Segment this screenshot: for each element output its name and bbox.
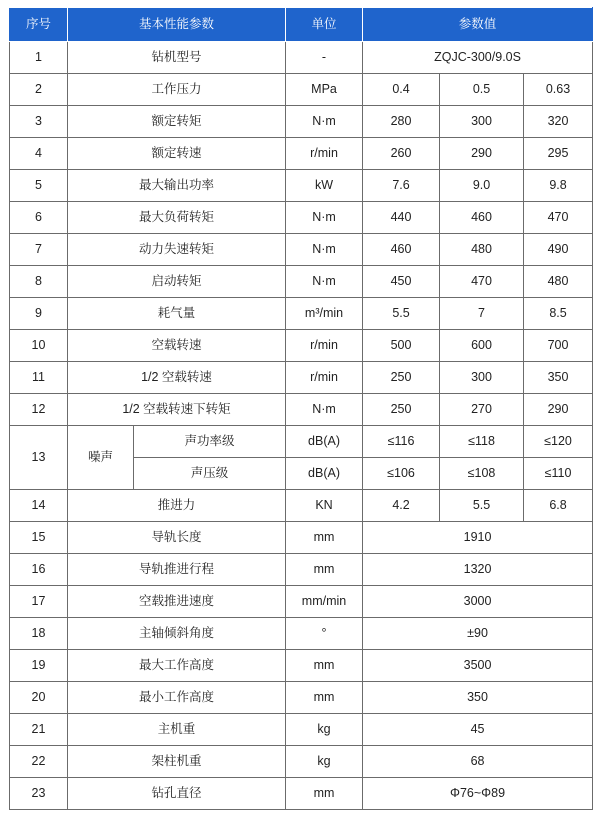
- row-number: 9: [10, 298, 68, 330]
- row-value: 0.5: [440, 74, 524, 106]
- table-row: [10, 298, 593, 330]
- row-param-name: 声压级: [134, 458, 286, 490]
- row-value: ±90: [363, 618, 593, 650]
- row-unit: mm: [286, 682, 363, 714]
- row-number: 22: [10, 746, 68, 778]
- row-value: 1320: [363, 554, 593, 586]
- row-value: ≤110: [524, 458, 593, 490]
- row-unit: r/min: [286, 138, 363, 170]
- row-value: 8.5: [524, 298, 593, 330]
- row-param-name: 导轨长度: [68, 522, 286, 554]
- table-row: [10, 682, 593, 714]
- row-value: 7.6: [363, 170, 440, 202]
- row-value: 0.63: [524, 74, 593, 106]
- row-value: 45: [363, 714, 593, 746]
- row-unit: KN: [286, 490, 363, 522]
- row-number: 4: [10, 138, 68, 170]
- row-value: 7: [440, 298, 524, 330]
- row-param-name: 主轴倾斜角度: [68, 618, 286, 650]
- row-value: 300: [440, 106, 524, 138]
- row-number: 12: [10, 394, 68, 426]
- row-value: 350: [363, 682, 593, 714]
- row-value: 290: [440, 138, 524, 170]
- row-value: 470: [440, 266, 524, 298]
- row-unit: m³/min: [286, 298, 363, 330]
- row-param-name: 额定转矩: [68, 106, 286, 138]
- row-value: ≤116: [363, 426, 440, 458]
- row-value: 450: [363, 266, 440, 298]
- table-row: [10, 650, 593, 682]
- row-group: 噪声: [68, 426, 134, 490]
- table-row: [10, 714, 593, 746]
- row-value: 295: [524, 138, 593, 170]
- row-value: 700: [524, 330, 593, 362]
- row-param-name: 推进力: [68, 490, 286, 522]
- row-unit: N·m: [286, 202, 363, 234]
- row-value: 68: [363, 746, 593, 778]
- row-unit: dB(A): [286, 426, 363, 458]
- row-value: 270: [440, 394, 524, 426]
- row-param-name: 钻孔直径: [68, 778, 286, 810]
- row-value: 300: [440, 362, 524, 394]
- row-param-name: 工作压力: [68, 74, 286, 106]
- table-row: [10, 202, 593, 234]
- row-value: 250: [363, 394, 440, 426]
- table-row: [10, 266, 593, 298]
- row-value: 9.0: [440, 170, 524, 202]
- row-param-name: 最大输出功率: [68, 170, 286, 202]
- row-unit: N·m: [286, 266, 363, 298]
- row-unit: mm: [286, 554, 363, 586]
- row-unit: MPa: [286, 74, 363, 106]
- header-row: [10, 8, 593, 42]
- row-param-name: 最小工作高度: [68, 682, 286, 714]
- row-number: 11: [10, 362, 68, 394]
- table-row: [10, 554, 593, 586]
- row-unit: N·m: [286, 394, 363, 426]
- table-row: [10, 778, 593, 810]
- row-param-name: 耗气量: [68, 298, 286, 330]
- row-number: 6: [10, 202, 68, 234]
- header-unit: 单位: [286, 8, 363, 42]
- row-value: 290: [524, 394, 593, 426]
- row-param-name: 主机重: [68, 714, 286, 746]
- row-number: 23: [10, 778, 68, 810]
- table-row: [10, 394, 593, 426]
- row-param-name: 启动转矩: [68, 266, 286, 298]
- table-row: [10, 170, 593, 202]
- table-row: [10, 618, 593, 650]
- row-number: 20: [10, 682, 68, 714]
- row-param-name: 导轨推进行程: [68, 554, 286, 586]
- row-param-name: 1/2 空载转速: [68, 362, 286, 394]
- row-unit: r/min: [286, 330, 363, 362]
- row-unit: dB(A): [286, 458, 363, 490]
- row-value: 320: [524, 106, 593, 138]
- row-number: 14: [10, 490, 68, 522]
- row-unit: mm: [286, 650, 363, 682]
- table-row: [10, 586, 593, 618]
- row-value: 6.8: [524, 490, 593, 522]
- row-value: 5.5: [363, 298, 440, 330]
- row-value: 250: [363, 362, 440, 394]
- table-row: [10, 746, 593, 778]
- row-number: 8: [10, 266, 68, 298]
- row-value: ≤108: [440, 458, 524, 490]
- row-number: 17: [10, 586, 68, 618]
- row-value: ≤118: [440, 426, 524, 458]
- row-param-name: 动力失速转矩: [68, 234, 286, 266]
- table-body: [10, 42, 593, 810]
- row-param-name: 空载转速: [68, 330, 286, 362]
- row-value: 3000: [363, 586, 593, 618]
- row-param-name: 最大工作高度: [68, 650, 286, 682]
- row-value: 5.5: [440, 490, 524, 522]
- row-value: 490: [524, 234, 593, 266]
- row-unit: mm: [286, 778, 363, 810]
- row-unit: -: [286, 42, 363, 74]
- header-seq: 序号: [10, 8, 68, 42]
- row-number: 13: [10, 426, 68, 490]
- row-value: 9.8: [524, 170, 593, 202]
- row-param-name: 空载推进速度: [68, 586, 286, 618]
- table-row: [10, 234, 593, 266]
- table-row: [10, 522, 593, 554]
- row-value: 460: [440, 202, 524, 234]
- row-value: 500: [363, 330, 440, 362]
- row-unit: mm: [286, 522, 363, 554]
- row-number: 16: [10, 554, 68, 586]
- row-param-name: 声功率级: [134, 426, 286, 458]
- row-param-name: 最大负荷转矩: [68, 202, 286, 234]
- row-value: ≤120: [524, 426, 593, 458]
- row-number: 15: [10, 522, 68, 554]
- table-row: [10, 490, 593, 522]
- row-number: 19: [10, 650, 68, 682]
- row-number: 10: [10, 330, 68, 362]
- row-value: 0.4: [363, 74, 440, 106]
- row-value: 480: [524, 266, 593, 298]
- row-param-name: 钻机型号: [68, 42, 286, 74]
- header-param: 基本性能参数: [68, 8, 286, 42]
- row-unit: kg: [286, 746, 363, 778]
- header-value: 参数值: [363, 8, 593, 42]
- row-value: 280: [363, 106, 440, 138]
- row-value: 3500: [363, 650, 593, 682]
- row-param-name: 架柱机重: [68, 746, 286, 778]
- row-value: 600: [440, 330, 524, 362]
- row-value: 480: [440, 234, 524, 266]
- row-number: 5: [10, 170, 68, 202]
- row-param-name: 1/2 空载转速下转矩: [68, 394, 286, 426]
- row-value: 440: [363, 202, 440, 234]
- row-unit: N·m: [286, 106, 363, 138]
- table-row: [10, 330, 593, 362]
- row-number: 21: [10, 714, 68, 746]
- row-value: 460: [363, 234, 440, 266]
- table-row: [10, 426, 593, 458]
- table-row: [10, 106, 593, 138]
- row-number: 1: [10, 42, 68, 74]
- row-number: 3: [10, 106, 68, 138]
- row-value: 260: [363, 138, 440, 170]
- row-number: 7: [10, 234, 68, 266]
- table-row: [10, 362, 593, 394]
- row-unit: N·m: [286, 234, 363, 266]
- table-row: [10, 42, 593, 74]
- row-number: 18: [10, 618, 68, 650]
- row-unit: kW: [286, 170, 363, 202]
- row-value: ZQJC-300/9.0S: [363, 42, 593, 74]
- table-row: [10, 74, 593, 106]
- row-value: 4.2: [363, 490, 440, 522]
- row-value: ≤106: [363, 458, 440, 490]
- row-value: 350: [524, 362, 593, 394]
- spec-table: [9, 7, 593, 810]
- row-unit: mm/min: [286, 586, 363, 618]
- row-value: Φ76~Φ89: [363, 778, 593, 810]
- row-param-name: 额定转速: [68, 138, 286, 170]
- row-value: 470: [524, 202, 593, 234]
- row-number: 2: [10, 74, 68, 106]
- row-value: 1910: [363, 522, 593, 554]
- table-row: [10, 138, 593, 170]
- row-unit: kg: [286, 714, 363, 746]
- row-unit: r/min: [286, 362, 363, 394]
- row-unit: °: [286, 618, 363, 650]
